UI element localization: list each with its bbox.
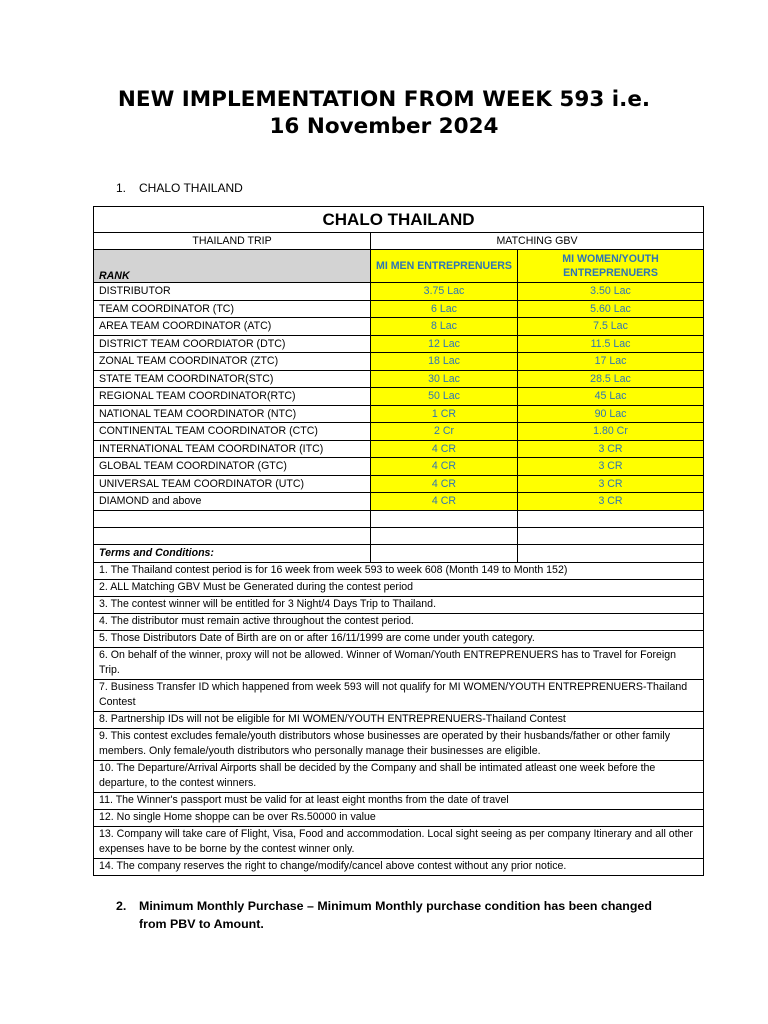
- women-value-cell: 5.60 Lac: [518, 300, 704, 318]
- men-value-cell: 8 Lac: [371, 318, 518, 336]
- rank-cell: INTERNATIONAL TEAM COORDINATOR (ITC): [94, 440, 371, 458]
- col-header-women: MI WOMEN/YOUTH ENTREPRENUERS: [518, 250, 704, 283]
- rank-cell: CONTINENTAL TEAM COORDINATOR (CTC): [94, 423, 371, 441]
- women-value-cell: 3 CR: [518, 475, 704, 493]
- empty-cell: [371, 510, 518, 527]
- terms-heading: Terms and Conditions:: [94, 544, 371, 562]
- section-text: Minimum Monthly Purchase – Minimum Monthly purchase condition has been changed from PBV to Amount.: [139, 899, 652, 931]
- terms-row: [94, 647, 704, 679]
- empty-cell: [518, 510, 704, 527]
- table-row: [94, 388, 704, 406]
- empty-row: [94, 510, 704, 527]
- men-value-cell: 30 Lac: [371, 370, 518, 388]
- men-value-cell: 4 CR: [371, 440, 518, 458]
- terms-row: [94, 760, 704, 792]
- women-value-cell: 90 Lac: [518, 405, 704, 423]
- section-heading-chalo-thailand: [116, 181, 416, 197]
- table-row: [94, 458, 704, 476]
- term-item: 8. Partnership IDs will not be eligible for MI WOMEN/YOUTH ENTREPRENUERS-Thailand Contest: [94, 711, 704, 728]
- terms-row: [94, 562, 704, 579]
- table-row: [94, 493, 704, 511]
- terms-row: [94, 809, 704, 826]
- men-value-cell: 4 CR: [371, 458, 518, 476]
- page-title-line-1: NEW IMPLEMENTATION FROM WEEK 593 i.e.: [117, 87, 651, 112]
- men-value-cell: 3.75 Lac: [371, 283, 518, 301]
- men-value-cell: 6 Lac: [371, 300, 518, 318]
- women-value-cell: 1.80 Cr: [518, 423, 704, 441]
- women-value-cell: 7.5 Lac: [518, 318, 704, 336]
- rank-cell: DIAMOND and above: [94, 493, 371, 511]
- terms-row: [94, 679, 704, 711]
- men-value-cell: 4 CR: [371, 493, 518, 511]
- empty-cell: [94, 527, 371, 544]
- women-value-cell: 3 CR: [518, 458, 704, 476]
- table-row: [94, 353, 704, 371]
- term-item: 4. The distributor must remain active throughout the contest period.: [94, 613, 704, 630]
- terms-row: [94, 613, 704, 630]
- empty-cell: [518, 544, 704, 562]
- section-heading-minimum-purchase: [116, 897, 676, 933]
- rank-cell: TEAM COORDINATOR (TC): [94, 300, 371, 318]
- term-item: 2. ALL Matching GBV Must be Generated during the contest period: [94, 579, 704, 596]
- empty-cell: [518, 527, 704, 544]
- rank-cell: NATIONAL TEAM COORDINATOR (NTC): [94, 405, 371, 423]
- page-title-line-2: 16 November 2024: [269, 114, 499, 139]
- women-value-cell: 3 CR: [518, 440, 704, 458]
- section-number: 1.: [116, 181, 127, 195]
- term-item: 1. The Thailand contest period is for 16 week from week 593 to week 608 (Month 149 to Month 152): [94, 562, 704, 579]
- rank-cell: REGIONAL TEAM COORDINATOR(RTC): [94, 388, 371, 406]
- terms-row: [94, 826, 704, 858]
- rank-cell: GLOBAL TEAM COORDINATOR (GTC): [94, 458, 371, 476]
- table-row: [94, 335, 704, 353]
- terms-row: [94, 630, 704, 647]
- terms-row: [94, 579, 704, 596]
- term-item: 10. The Departure/Arrival Airports shall be decided by the Company and shall be intimated atleast one week before the departure, to the contest winners.: [94, 760, 704, 792]
- table-row: [94, 405, 704, 423]
- term-item: 7. Business Transfer ID which happened from week 593 will not qualify for MI WOMEN/YOUTH ENTREPRENUERS-Thailand Contest: [94, 679, 704, 711]
- term-item: 6. On behalf of the winner, proxy will not be allowed. Winner of Woman/Youth ENTREPRENUERS has to Travel for Foreign Trip.: [94, 647, 704, 679]
- term-item: 14. The company reserves the right to change/modify/cancel above contest without any prior notice.: [94, 858, 704, 875]
- women-value-cell: 3.50 Lac: [518, 283, 704, 301]
- men-value-cell: 18 Lac: [371, 353, 518, 371]
- men-value-cell: 12 Lac: [371, 335, 518, 353]
- empty-cell: [371, 544, 518, 562]
- rank-cell: STATE TEAM COORDINATOR(STC): [94, 370, 371, 388]
- table-row: [94, 423, 704, 441]
- men-value-cell: 50 Lac: [371, 388, 518, 406]
- table-row: [94, 370, 704, 388]
- col-header-matching-gbv: MATCHING GBV: [371, 233, 704, 250]
- page-title: [0, 86, 768, 140]
- col-header-rank: RANK: [94, 250, 371, 283]
- term-item: 12. No single Home shoppe can be over Rs.50000 in value: [94, 809, 704, 826]
- empty-cell: [371, 527, 518, 544]
- rank-cell: AREA TEAM COORDINATOR (ATC): [94, 318, 371, 336]
- term-item: 11. The Winner's passport must be valid for at least eight months from the date of travel: [94, 792, 704, 809]
- col-header-men: MI MEN ENTREPRENUERS: [371, 250, 518, 283]
- section-text: CHALO THAILAND: [139, 181, 243, 195]
- terms-heading-row: [94, 544, 704, 562]
- terms-row: [94, 858, 704, 875]
- men-value-cell: 4 CR: [371, 475, 518, 493]
- table-row: [94, 300, 704, 318]
- table-row: [94, 475, 704, 493]
- rank-cell: DISTRIBUTOR: [94, 283, 371, 301]
- rank-cell: UNIVERSAL TEAM COORDINATOR (UTC): [94, 475, 371, 493]
- table-row: [94, 440, 704, 458]
- contest-table: [93, 206, 704, 876]
- term-item: 5. Those Distributors Date of Birth are on or after 16/11/1999 are come under youth category.: [94, 630, 704, 647]
- term-item: 13. Company will take care of Flight, Visa, Food and accommodation. Local sight seeing as per company Itinerary and all other expenses have to be borne by the contest winner only.: [94, 826, 704, 858]
- women-value-cell: 17 Lac: [518, 353, 704, 371]
- terms-row: [94, 711, 704, 728]
- term-item: 9. This contest excludes female/youth distributors whose businesses are operated by their husbands/father or other family members. Only female/youth distributors who personally manage their businesses are eligible.: [94, 728, 704, 760]
- term-item: 3. The contest winner will be entitled for 3 Night/4 Days Trip to Thailand.: [94, 596, 704, 613]
- women-value-cell: 28.5 Lac: [518, 370, 704, 388]
- section-number: 2.: [116, 899, 127, 913]
- rank-cell: ZONAL TEAM COORDINATOR (ZTC): [94, 353, 371, 371]
- empty-cell: [94, 510, 371, 527]
- men-value-cell: 2 Cr: [371, 423, 518, 441]
- rank-cell: DISTRICT TEAM COORDIATOR (DTC): [94, 335, 371, 353]
- col-header-thailand-trip: THAILAND TRIP: [94, 233, 371, 250]
- women-value-cell: 11.5 Lac: [518, 335, 704, 353]
- women-value-cell: 45 Lac: [518, 388, 704, 406]
- terms-row: [94, 792, 704, 809]
- men-value-cell: 1 CR: [371, 405, 518, 423]
- empty-row: [94, 527, 704, 544]
- table-title: CHALO THAILAND: [94, 207, 704, 233]
- women-value-cell: 3 CR: [518, 493, 704, 511]
- terms-row: [94, 728, 704, 760]
- table-row: [94, 318, 704, 336]
- terms-row: [94, 596, 704, 613]
- table-row: [94, 283, 704, 301]
